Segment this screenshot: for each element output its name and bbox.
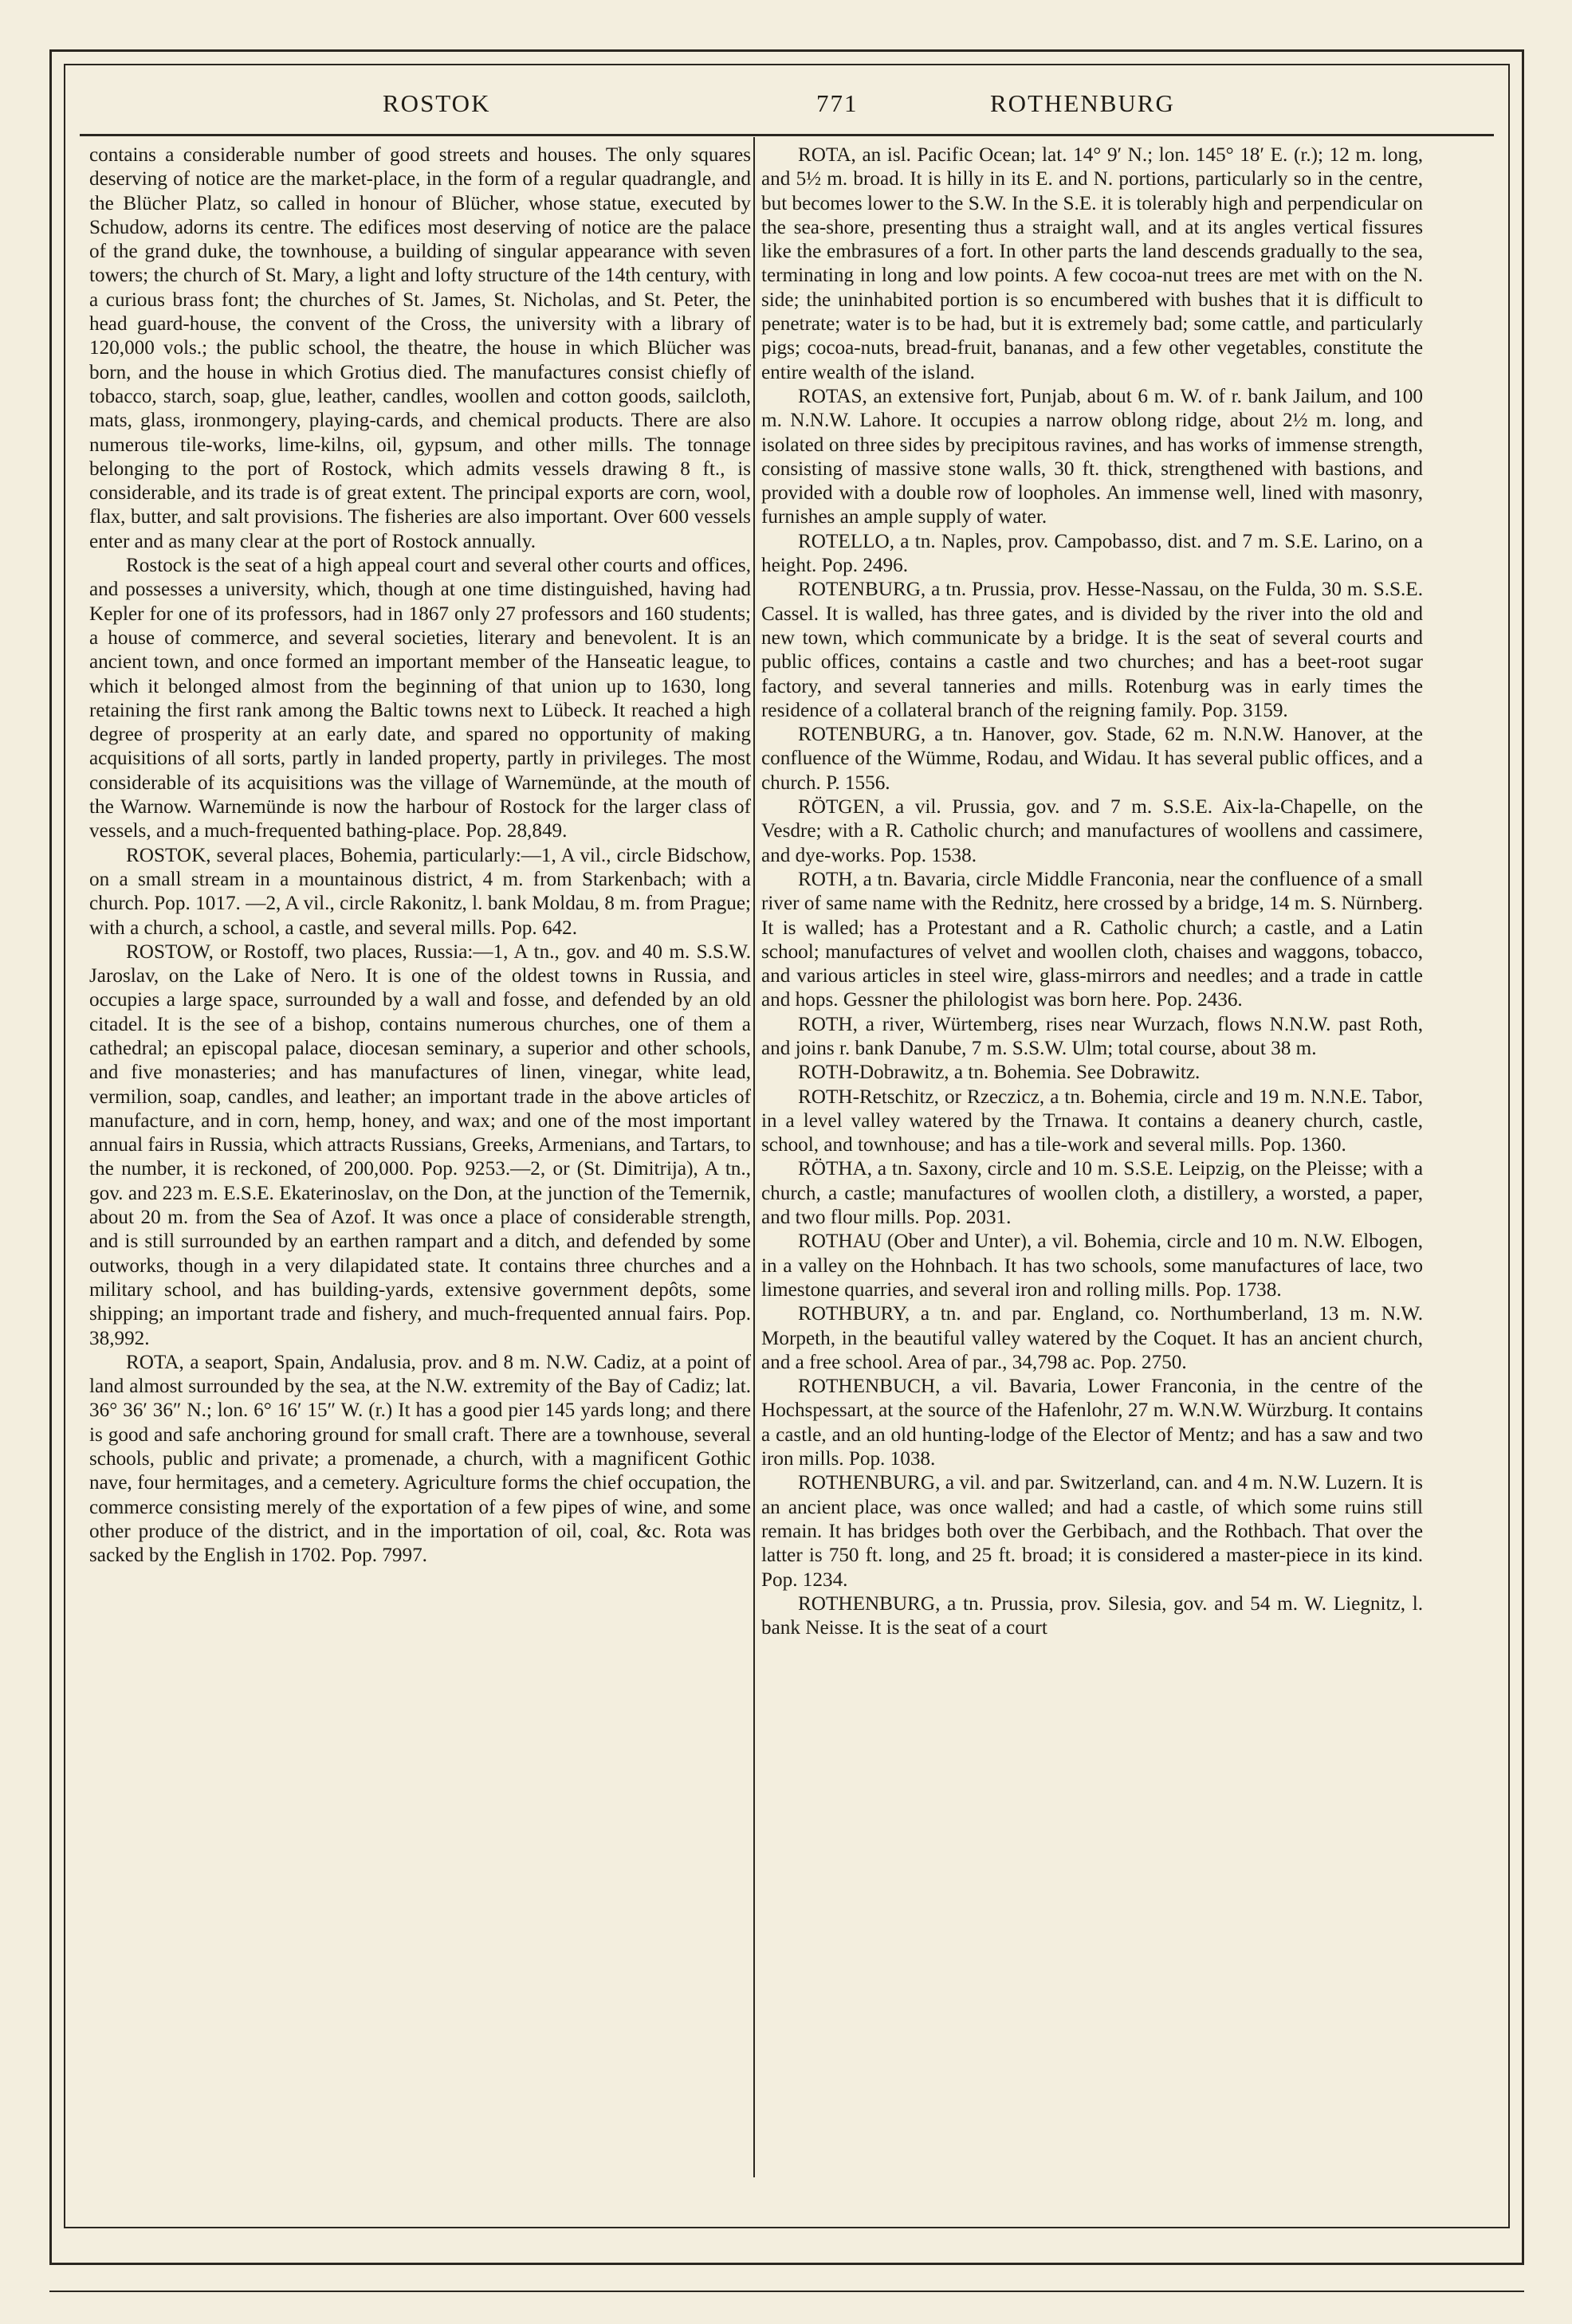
- column-divider: [753, 137, 755, 2177]
- header-left-entry: ROSTOK: [383, 89, 491, 117]
- running-header: [80, 89, 1494, 137]
- entry-paragraph: ROSTOK, several places, Bohemia, particularly:—1, A vil., circle Bidschow, on a small stream in a mountainous district, 4 m. from Starkenbach; with a church. Pop. 1017. —2, A vil., circle Rakonitz, l. bank Moldau, 8 m. from Prague; with a church, a school, a castle, and several mills. Pop. 642.: [89, 844, 751, 939]
- entry-paragraph: ROTH-Retschitz, or Rzeczicz, a tn. Bohemia, circle and 19 m. N.N.E. Tabor, in a level valley watered by the Trnawa. It contains a deanery church, castle, school, and townhouse; and has a tile-work and several mills. Pop. 1360.: [761, 1085, 1423, 1156]
- entry-paragraph: ROTELLO, a tn. Naples, prov. Campobasso, dist. and 7 m. S.E. Larino, on a height. Pop. 2496.: [761, 530, 1423, 577]
- entry-paragraph: RÖTGEN, a vil. Prussia, gov. and 7 m. S.S.E. Aix-la-Chapelle, on the Vesdre; with a R. Catholic church; and manufactures of woollens and cassimere, and dye-works. Pop. 1538.: [761, 796, 1423, 866]
- entry-paragraph: ROTAS, an extensive fort, Punjab, about 6 m. W. of r. bank Jailum, and 100 m. N.N.W. Lahore. It occupies a narrow oblong ridge, about 2½ m. long, and isolated on three sides by precipitous ravines, and has works of immense strength, consisting of massive stone walls, 30 ft. thick, strengthened with bastions, and provided with a double row of loopholes. An immense well, lined with masonry, furnishes an ample supply of water.: [761, 385, 1423, 528]
- left-column: [89, 143, 751, 1568]
- entry-paragraph: ROTH-Dobrawitz, a tn. Bohemia. See Dobrawitz.: [798, 1062, 1201, 1084]
- entry-paragraph: ROTA, a seaport, Spain, Andalusia, prov. and 8 m. N.W. Cadiz, at a point of land almost surrounded by the sea, at the N.W. extremity of the Bay of Cadiz; lat. 36° 36′ 36″ N.; lon. 6° 16′ 15″ W. (r.) It has a good pier 145 yards long; and there is good and safe anchoring ground for small craft. There are a townhouse, several schools, public and private; a promenade, a church, with a magnificent Gothic nave, four hermitages, and a cemetery. Agriculture forms the chief occupation, the commerce consisting merely of the exportation of a few pipes of wine, and some other produce of the district, and in the importation of oil, coal, &c. Rota was sacked by the English in 1702. Pop. 7997.: [89, 1351, 751, 1567]
- right-column: [761, 143, 1423, 1640]
- page-number: 771: [816, 89, 859, 117]
- entry-paragraph: Rostock is the seat of a high appeal court and several other courts and offices, and possesses a university, which, though at one time distinguished, having had Kepler for one of its professors, had in 1867 only 27 professors and 160 students; a house of commerce, and several societies, literary and benevolent. It is an ancient town, and once formed an important member of the Hanseatic league, to which it belonged almost from the beginning of that union up to 1630, long retaining the first rank among the Baltic towns next to Lübeck. It reached a high degree of prosperity at an early date, and spared no opportunity of making acquisitions of all sorts, partly in landed property, partly in privileges. The most considerable of its acquisitions was the village of Warnemünde, at the mouth of the Warnow. Warnemünde is now the harbour of Rostock for the larger class of vessels, and a much-frequented bathing-place. Pop. 28,849.: [89, 555, 751, 842]
- entry-paragraph: ROTHENBURG, a vil. and par. Switzerland, can. and 4 m. N.W. Luzern. It is an ancient place, was once walled; and had a castle, of which some ruins still remain. It has bridges both over the Gerbibach, and the Rothbach. That over the latter is 750 ft. long, and 25 ft. broad; it is considered a master-piece in its kind. Pop. 1234.: [761, 1472, 1423, 1591]
- entry-paragraph: ROTENBURG, a tn. Hanover, gov. Stade, 62 m. N.N.W. Hanover, at the confluence of the Wümme, Rodau, and Widau. It has several public offices, and a church. P. 1556.: [761, 724, 1423, 794]
- entry-paragraph: contains a considerable number of good streets and houses. The only squares deserving of notice are the market-place, in the form of a regular quadrangle, and the Blücher Platz, so called in honour of Blücher, whose statue, executed by Schudow, adorns its centre. The edifices most deserving of notice are the palace of the grand duke, the townhouse, a building of singular appearance with seven towers; the church of St. Mary, a light and lofty structure of the 14th century, with a curious brass font; the churches of St. James, St. Nicholas, and St. Peter, the head guard-house, the convent of the Cross, the university with a library of 120,000 vols.; the public school, the theatre, the house in which Blücher was born, and the house in which Grotius died. The manufactures consist chiefly of tobacco, starch, soap, glue, leather, candles, woollen and cotton goods, sailcloth, mats, glass, ironmongery, playing-cards, and chemical products. There are also numerous tile-works, lime-kilns, oil, gypsum, and other mills. The tonnage belonging to the port of Rostock, which admits vessels drawing 8 ft., is considerable, and its trade is of great extent. The principal exports are corn, wool, flax, butter, and salt provisions. The fisheries are also important. Over 600 vessels enter and as many clear at the port of Rostock annually.: [89, 144, 751, 552]
- bottom-rule: [49, 2291, 1524, 2292]
- header-rule: [80, 134, 1494, 136]
- entry-paragraph: ROTHBURY, a tn. and par. England, co. Northumberland, 13 m. N.W. Morpeth, in the beautiful valley watered by the Coquet. It has an ancient church, and a free school. Area of par., 34,798 ac. Pop. 2750.: [761, 1303, 1423, 1373]
- entry-paragraph: ROTHENBUCH, a vil. Bavaria, Lower Franconia, in the centre of the Hochspessart, at the source of the Hafenlohr, 27 m. W.N.W. Würzburg. It contains a castle, and an old hunting-lodge of the Elector of Mentz; and has a saw and two iron mills. Pop. 1038.: [761, 1376, 1423, 1470]
- entry-paragraph: RÖTHA, a tn. Saxony, circle and 10 m. S.S.E. Leipzig, on the Pleisse; with a church, a castle; manufactures of woollen cloth, a distillery, a worsted, a paper, and two flour mills. Pop. 2031.: [761, 1158, 1423, 1229]
- entry-paragraph: ROTH, a tn. Bavaria, circle Middle Franconia, near the confluence of a small river of same name with the Rednitz, here crossed by a bridge, 14 m. S. Nürnberg. It is walled; has a Protestant and a R. Catholic church; a castle, and a Latin school; manufactures of velvet and woollen cloth, chaises and waggons, tobacco, and various articles in steel wire, glass-mirrors and needles; and a trade in cattle and hops. Gessner the philologist was born here. Pop. 2436.: [761, 868, 1423, 1011]
- entry-paragraph: ROSTOW, or Rostoff, two places, Russia:—1, A tn., gov. and 40 m. S.S.W. Jaroslav, on the Lake of Nero. It is one of the oldest towns in Russia, and occupies a large space, surrounded by a wall and fosse, and defended by an old citadel. It is the see of a bishop, contains numerous churches, one of them a cathedral; an episcopal palace, diocesan seminary, a superior and other schools, and five monasteries; and has manufactures of linen, vinegar, white lead, vermilion, soap, candles, and leather; an important trade in the above articles of manufacture, and in corn, hemp, honey, and wax; and one of the most important annual fairs in Russia, which attracts Russians, Greeks, Armenians, and Tartars, to the number, it is reckoned, of 200,000. Pop. 9253.—2, or (St. Dimitrija), A tn., gov. and 223 m. E.S.E. Ekaterinoslav, on the Don, at the junction of the Temernik, about 20 m. from the Sea of Azof. It was once a place of considerable strength, and is still surrounded by an earthen rampart and a ditch, and defended by some outworks, though in a very dilapidated state. It contains three churches and a military school, and has building-yards, extensive government depôts, some shipping; an important trade and fishery, and much-frequented annual fairs. Pop. 38,992.: [89, 940, 751, 1349]
- header-right-entry: ROTHENBURG: [990, 89, 1175, 117]
- entry-paragraph: ROTENBURG, a tn. Prussia, prov. Hesse-Nassau, on the Fulda, 30 m. S.S.E. Cassel. It is walled, has three gates, and is divided by the river into the old and new town, which communicate by a bridge. It is the seat of several courts and public offices, contains a castle and two churches; and has a beet-root sugar factory, and several tanneries and mills. Rotenburg was in early times the residence of a collateral branch of the reigning family. Pop. 3159.: [761, 579, 1423, 721]
- entry-paragraph: ROTA, an isl. Pacific Ocean; lat. 14° 9′ N.; lon. 145° 18′ E. (r.); 12 m. long, and 5½ m. broad. It is hilly in its E. and N. portions, particularly so in the centre, but becomes lower to the S.W. In the S.E. it is tolerably high and perpendicular on the sea-shore, presenting thus a straight wall, and at its angles vertical fissures like the embrasures of a fort. In other parts the land descends gradually to the sea, terminating in long and low points. A few cocoa-nut trees are met with on the N. side; the uninhabited portion is so encumbered with bushes that it is difficult to penetrate; water is to be had, but it is extremely bad; some cattle, and particularly pigs; cocoa-nuts, bread-fruit, bananas, and a few other vegetables, constitute the entire wealth of the island.: [761, 144, 1423, 383]
- entry-paragraph: ROTH, a river, Würtemberg, rises near Wurzach, flows N.N.W. past Roth, and joins r. bank Danube, 7 m. S.S.W. Ulm; total course, about 38 m.: [761, 1013, 1423, 1059]
- entry-paragraph: ROTHENBURG, a tn. Prussia, prov. Silesia, gov. and 54 m. W. Liegnitz, l. bank Neisse. It is the seat of a court: [761, 1592, 1423, 1639]
- entry-paragraph: ROTHAU (Ober and Unter), a vil. Bohemia, circle and 10 m. N.W. Elbogen, in a valley on the Hohnbach. It has two schools, some manufactures of lace, two limestone quarries, and several iron and rolling mills. Pop. 1738.: [761, 1231, 1423, 1301]
